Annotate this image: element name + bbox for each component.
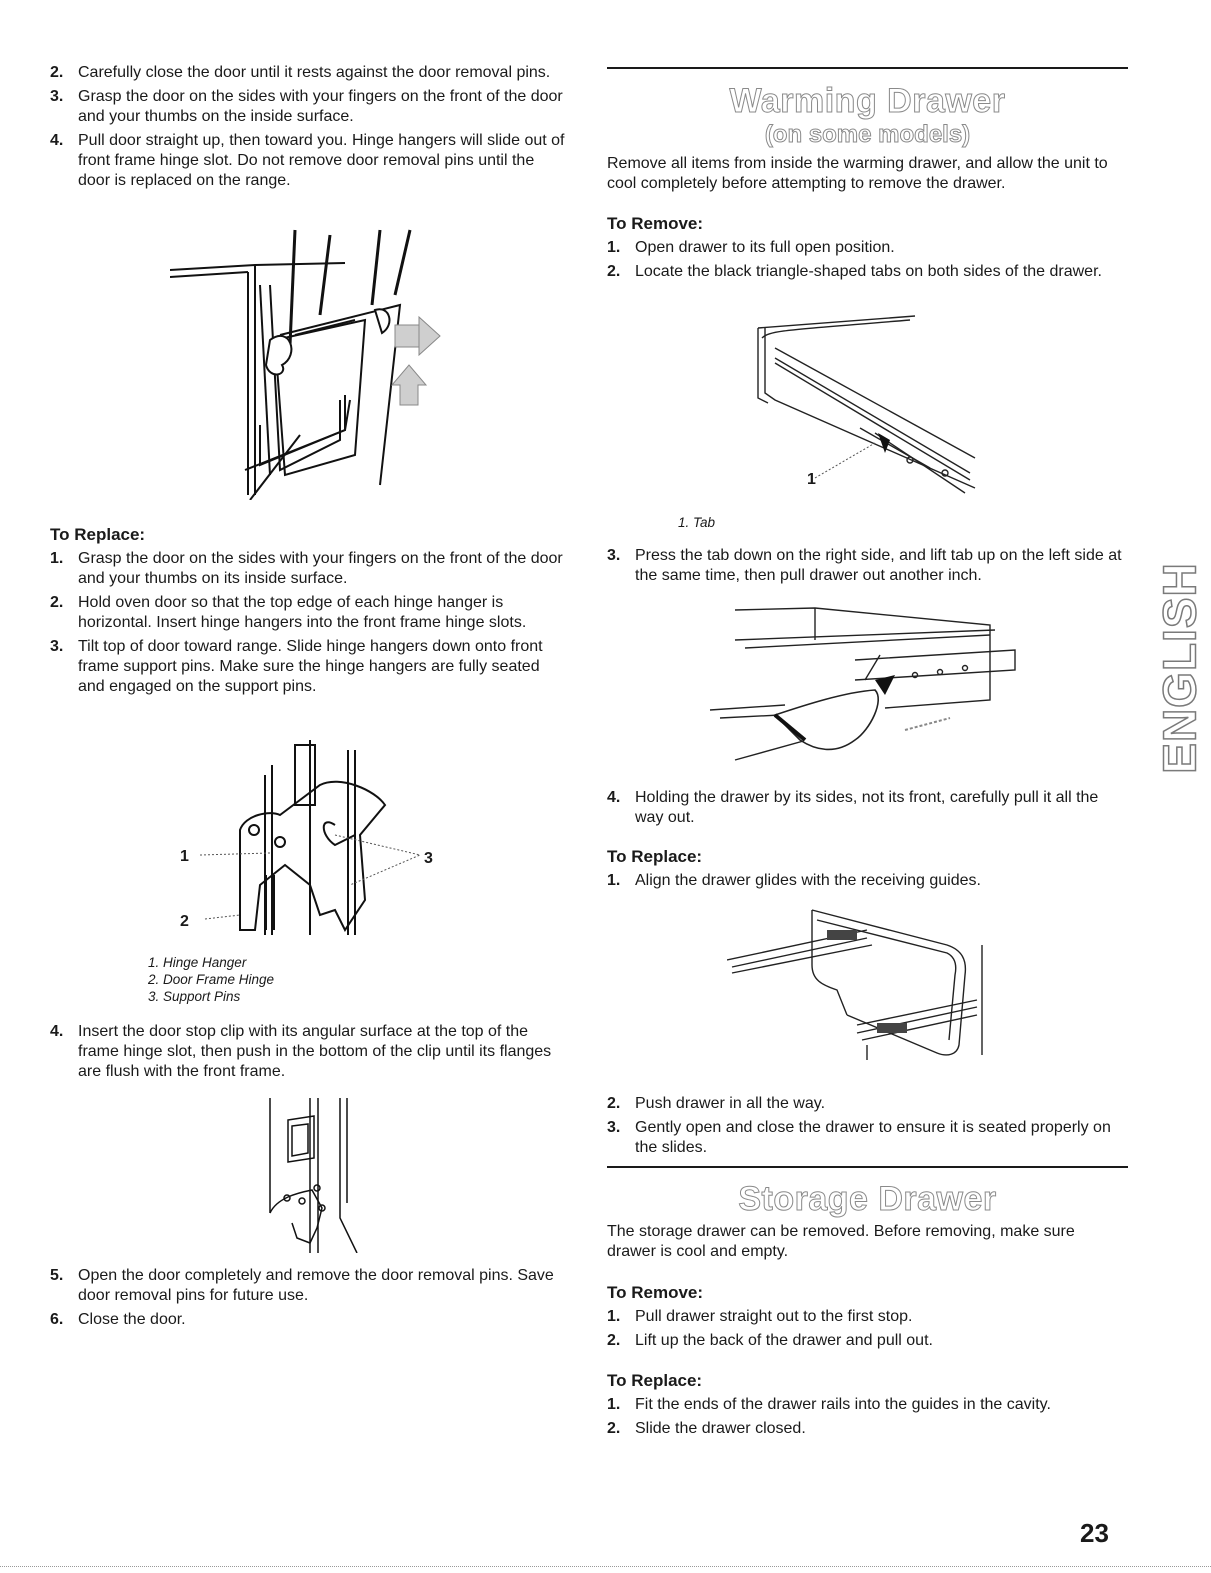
storage-remove-section	[607, 1283, 1127, 1355]
remove-heading: To Remove:	[607, 214, 704, 233]
door-removal-illustration	[170, 225, 460, 500]
hinge-callout-3: 3	[424, 850, 433, 867]
list-item: 2. Slide the drawer closed.	[607, 1420, 806, 1437]
tab-callout-1: 1	[807, 471, 816, 488]
list-item: 5. Open the door completely and remove the door removal pins. Save door removal pins for future use.	[50, 1267, 554, 1304]
list-item: 2. Hold oven door so that the top edge of each hinge hanger is horizontal. Insert hinge hangers into the front frame hinge slots.	[50, 594, 527, 631]
list-item: 2. Locate the black triangle-shaped tabs on both sides of the drawer.	[607, 263, 1102, 280]
list-item: 3. Press the tab down on the right side, and lift tab up on the left side at the same time, then pull drawer out another inch.	[607, 547, 1122, 584]
drawer-tab-illustration	[750, 308, 982, 498]
warming-remove-step3	[607, 546, 1127, 590]
page-bottom-edge	[0, 1566, 1211, 1567]
list-item: 3. Grasp the door on the sides with your fingers on the front of the door and your thumbs on the inside surface.	[50, 88, 563, 125]
caption-item: 3. Support Pins	[148, 989, 241, 1004]
list-item: 1. Pull drawer straight out to the first stop.	[607, 1308, 913, 1325]
list-item: 2. Push drawer in all the way.	[607, 1095, 826, 1112]
warming-replace-steps	[607, 1094, 1127, 1162]
warming-drawer-subtitle: (on some models)	[764, 121, 971, 148]
door-replace-steps	[50, 549, 570, 697]
hinge-callout-2: 2	[180, 913, 189, 930]
list-item: 6. Close the door.	[50, 1311, 186, 1328]
hinge-callout-1: 1	[180, 848, 189, 865]
warming-replace-section	[607, 847, 1127, 895]
storage-intro: The storage drawer can be removed. Before removing, make sure drawer is cool and empty.	[607, 1223, 1075, 1260]
warming-drawer-title: Warming Drawer	[729, 82, 1006, 120]
section-divider	[607, 1166, 1128, 1168]
storage-drawer-title: Storage Drawer	[738, 1180, 997, 1218]
hinge-illustration	[170, 735, 460, 940]
list-item: 3. Tilt top of door toward range. Slide hinge hangers down onto front frame support pins. Make sure the hinge hangers are fully seated and engaged on the support pins.	[50, 638, 543, 695]
left-column	[50, 63, 570, 195]
language-side-tab	[1150, 562, 1210, 774]
door-removal-steps	[50, 63, 570, 191]
door-stop-clip-illustration	[262, 1098, 362, 1253]
warming-remove-section	[607, 214, 1127, 286]
left-bottom-steps	[50, 1266, 575, 1334]
language-label: ENGLISH	[1154, 562, 1206, 774]
align-glides-illustration	[727, 905, 997, 1065]
list-item: 1. Grasp the door on the sides with your fingers on the front of the door and your thumbs on its inside surface.	[50, 550, 563, 587]
list-item: 2. Lift up the back of the drawer and pull out.	[607, 1332, 933, 1349]
warming-intro: Remove all items from inside the warming drawer, and allow the unit to cool completely before attempting to remove the drawer.	[607, 155, 1108, 192]
storage-replace-section	[607, 1371, 1127, 1443]
caption-item: 1. Hinge Hanger	[148, 955, 247, 970]
list-item: 1. Open drawer to its full open position.	[607, 239, 895, 256]
warming-remove-step4	[607, 788, 1127, 832]
list-item: 1. Align the drawer glides with the receiving guides.	[607, 872, 981, 889]
list-item: 3. Gently open and close the drawer to ensure it is seated properly on the slides.	[607, 1119, 1111, 1156]
list-item: 4. Insert the door stop clip with its angular surface at the top of the frame hinge slot, then push in the bottom of the clip until its flanges are flush with the front frame.	[50, 1023, 552, 1080]
page-number: 23	[1080, 1518, 1109, 1548]
list-item: 4. Holding the drawer by its sides, not its front, carefully pull it all the way out.	[607, 789, 1099, 826]
caption-item: 2. Door Frame Hinge	[148, 972, 275, 987]
section-divider	[607, 67, 1128, 69]
list-item: 1. Fit the ends of the drawer rails into the guides in the cavity.	[607, 1396, 1051, 1413]
replace-heading: To Replace:	[607, 1371, 703, 1390]
list-item: 2. Carefully close the door until it rests against the door removal pins.	[50, 64, 551, 81]
left-replace-section	[50, 525, 570, 701]
remove-heading: To Remove:	[607, 1283, 704, 1302]
list-item: 4. Pull door straight up, then toward you. Hinge hangers will slide out of front frame hinge slot. Do not remove door removal pins until the door is replaced on the range.	[50, 132, 565, 189]
pull-drawer-illustration	[705, 600, 1025, 775]
replace-heading: To Replace:	[50, 525, 146, 544]
replace-heading: To Replace:	[607, 847, 703, 866]
tab-caption: 1. Tab	[678, 515, 716, 530]
hinge-captions	[148, 954, 448, 1005]
left-step4	[50, 1022, 570, 1086]
